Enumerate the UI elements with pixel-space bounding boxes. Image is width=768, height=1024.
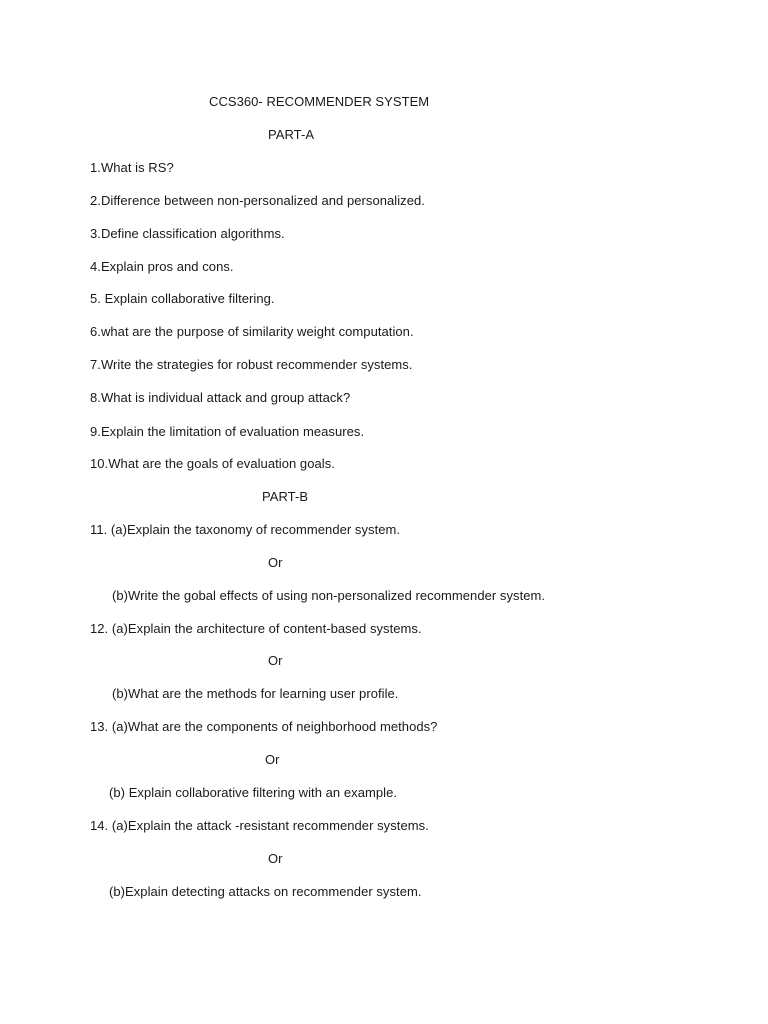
part-a-question: 5. Explain collaborative filtering.	[90, 291, 275, 306]
or-separator: Or	[268, 653, 283, 668]
part-b-question-b: (b)Write the gobal effects of using non-personalized recommender system.	[112, 588, 546, 603]
or-separator: Or	[268, 555, 283, 570]
part-b-question-a: 12. (a)Explain the architecture of content-based systems.	[90, 621, 422, 636]
part-a-heading: PART-A	[268, 127, 315, 142]
part-b-question-a: 13. (a)What are the components of neighborhood methods?	[90, 719, 438, 734]
part-a-question: 1.What is RS?	[90, 160, 174, 175]
part-a-question: 2.Difference between non-personalized and personalized.	[90, 193, 425, 208]
part-b-question-b: (b)What are the methods for learning user profile.	[112, 686, 399, 701]
or-separator: Or	[265, 752, 280, 767]
part-b-question-a: 11. (a)Explain the taxonomy of recommender system.	[90, 522, 401, 537]
part-a-question: 10.What are the goals of evaluation goals.	[90, 456, 335, 471]
part-b-question-b: (b)Explain detecting attacks on recommender system.	[109, 884, 422, 899]
or-separator: Or	[268, 851, 283, 866]
part-a-question: 4.Explain pros and cons.	[90, 259, 234, 274]
document-title: CCS360- RECOMMENDER SYSTEM	[209, 94, 430, 109]
part-b-heading: PART-B	[262, 489, 309, 504]
part-a-question: 7.Write the strategies for robust recommender systems.	[90, 357, 413, 372]
part-a-question: 9.Explain the limitation of evaluation measures.	[90, 424, 365, 439]
part-a-question: 8.What is individual attack and group attack?	[90, 390, 351, 405]
part-b-question-a: 14. (a)Explain the attack -resistant recommender systems.	[90, 818, 429, 833]
part-b-question-b: (b) Explain collaborative filtering with an example.	[109, 785, 398, 800]
part-a-question: 3.Define classification algorithms.	[90, 226, 285, 241]
part-a-question: 6.what are the purpose of similarity weight computation.	[90, 324, 414, 339]
